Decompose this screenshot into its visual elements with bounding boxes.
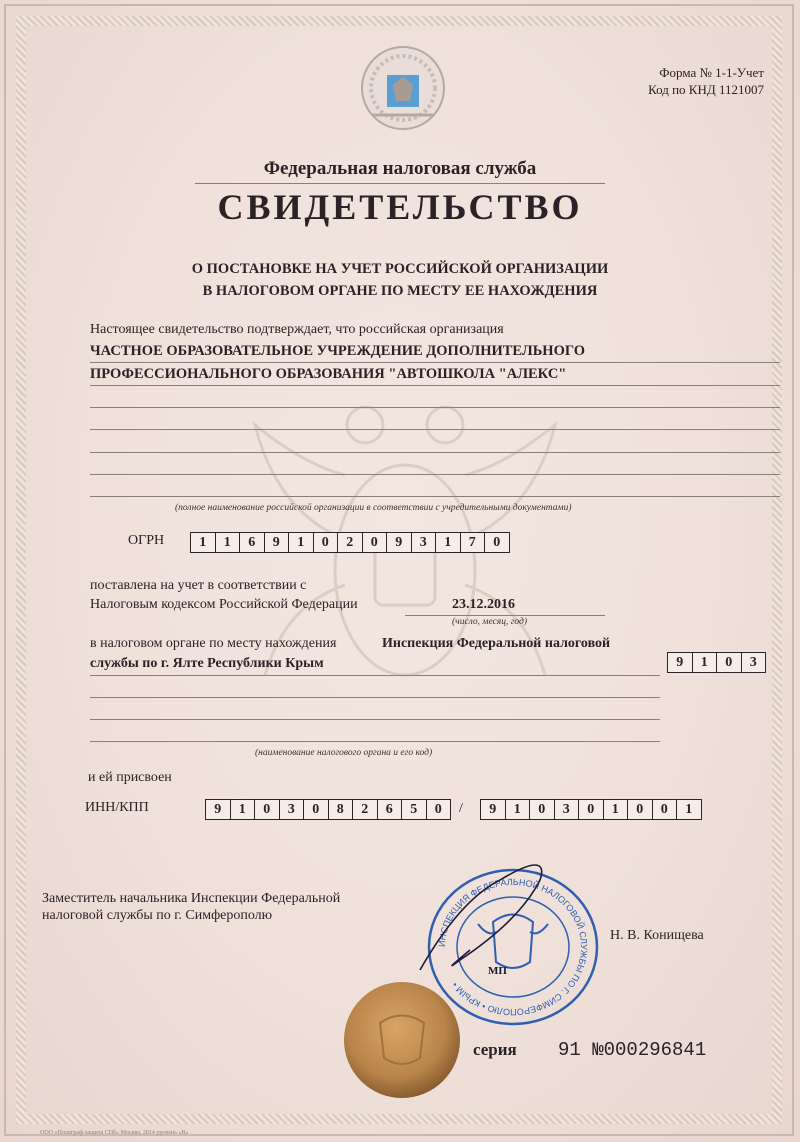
authority-code-boxes	[667, 652, 766, 673]
fns-emblem-icon	[360, 45, 446, 131]
digit-box: 0	[434, 802, 442, 817]
series-number: 91 №000296841	[558, 1039, 707, 1061]
authority-name-line-1: Инспекция Федеральной налоговой	[382, 636, 611, 651]
digit-box: 9	[481, 800, 506, 819]
date-caption: (число, месяц, год)	[452, 617, 528, 627]
document-title: СВИДЕТЕЛЬСТВО	[217, 187, 583, 227]
digit-box: 8	[329, 800, 354, 819]
series-label: серия	[473, 1040, 517, 1059]
signatory-name: Н. В. Конищева	[610, 928, 704, 943]
digit-box: 1	[216, 533, 241, 552]
subtitle-line-1: О ПОСТАНОВКЕ НА УЧЕТ РОССИЙСКОЙ ОРГАНИЗАЦИИ	[191, 261, 609, 277]
digit-box: 9	[387, 533, 412, 552]
stamp-mark: МП	[488, 965, 507, 977]
header-rule	[195, 183, 605, 184]
organization-name-line-1: ЧАСТНОЕ ОБРАЗОВАТЕЛЬНОЕ УЧРЕЖДЕНИЕ ДОПОЛНИТЕЛЬНОГО	[90, 343, 585, 359]
inn-kpp-label: ИНН/КПП	[85, 800, 149, 815]
registered-text-line-1: поставлена на учет в соответствии с	[90, 578, 307, 593]
fill-line	[90, 719, 660, 720]
position-line-2: налоговой службы по г. Симферополю	[42, 908, 273, 923]
digit-box: 9	[668, 653, 693, 672]
digit-box: 2	[338, 533, 363, 552]
digit-box: 0	[530, 800, 555, 819]
position-line-1: Заместитель начальника Инспекции Федеральной	[42, 891, 341, 906]
fill-line	[90, 474, 780, 475]
digit-box: 1	[191, 533, 216, 552]
authority-name-line-2: службы по г. Ялте Республики Крым	[90, 656, 324, 671]
digit-box: 0	[363, 533, 388, 552]
digit-box: 5	[402, 800, 427, 819]
ogrn-label: ОГРН	[128, 533, 165, 548]
knd-code: Код по КНД 1121007	[648, 82, 764, 97]
subtitle-line-2: В НАЛОГОВОМ ОРГАНЕ ПО МЕСТУ ЕЕ НАХОЖДЕНИЯ	[202, 283, 598, 299]
digit-box: 0	[314, 533, 339, 552]
digit-box: 2	[353, 800, 378, 819]
inn-digit-boxes	[205, 799, 451, 820]
document-subtitle	[100, 258, 700, 302]
digit-box: 0	[628, 800, 653, 819]
digit-box: 9	[206, 800, 231, 819]
digit-box: 1	[436, 533, 461, 552]
handwritten-signature-icon	[400, 840, 570, 990]
authority-prefix: в налоговом органе по месту нахождения	[90, 636, 337, 651]
organization-name-line-2: ПРОФЕССИОНАЛЬНОГО ОБРАЗОВАНИЯ "АВТОШКОЛА "АЛЕКС"	[90, 366, 567, 382]
assigned-text: и ей присвоен	[88, 770, 172, 785]
digit-box: 1	[506, 800, 531, 819]
date-line	[405, 615, 605, 616]
authority-caption: (наименование налогового органа и его код)	[255, 748, 433, 758]
fill-line	[90, 675, 660, 676]
form-number: Форма № 1-1-Учет	[659, 65, 764, 80]
fill-line	[90, 496, 780, 497]
kpp-digit-boxes	[480, 799, 702, 820]
digit-box: 3	[280, 800, 305, 819]
digit-box: 0	[304, 800, 329, 819]
fill-line	[90, 429, 780, 430]
ogrn-digit-boxes	[190, 532, 510, 553]
digit-box: 3	[555, 800, 580, 819]
gold-seal-icon	[340, 978, 464, 1102]
digit-box: 0	[493, 535, 501, 550]
fill-line	[90, 385, 780, 386]
digit-box: 7	[461, 533, 486, 552]
fill-line	[90, 452, 780, 453]
digit-box: 1	[693, 653, 718, 672]
digit-box: 1	[289, 533, 314, 552]
fill-line	[90, 362, 780, 363]
digit-box: 0	[255, 800, 280, 819]
inn-kpp-separator: /	[459, 801, 463, 816]
agency-name: Федеральная налоговая служба	[263, 158, 537, 179]
fill-line	[90, 407, 780, 408]
fill-line	[90, 741, 660, 742]
digit-box: 3	[749, 655, 757, 670]
registered-text-line-2: Налоговым кодексом Российской Федерации	[90, 597, 358, 612]
signatory-position	[42, 890, 340, 924]
digit-box: 3	[412, 533, 437, 552]
digit-box: 1	[685, 802, 693, 817]
fill-line	[90, 697, 660, 698]
digit-box: 6	[378, 800, 403, 819]
intro-text: Настоящее свидетельство подтверждает, что российская организация	[90, 322, 504, 337]
digit-box: 1	[604, 800, 629, 819]
digit-box: 6	[240, 533, 265, 552]
watermark-eagle-icon	[235, 385, 575, 725]
digit-box: 9	[265, 533, 290, 552]
organization-caption: (полное наименование российской организации в соответствии с учредительными документами)	[175, 503, 572, 513]
form-code	[590, 64, 764, 98]
digit-box: 1	[231, 800, 256, 819]
digit-box: 0	[579, 800, 604, 819]
printer-footer: ООО «Полиграф-защита СПб» Москва, 2014 уровень «В»	[40, 1130, 189, 1136]
digit-box: 0	[717, 653, 742, 672]
registration-date: 23.12.2016	[452, 597, 515, 612]
digit-box: 0	[653, 800, 678, 819]
stamp-ring-text: ИНСПЕКЦИЯ ФЕДЕРАЛЬНОЙ НАЛОГОВОЙ СЛУЖБЫ ПО Г. СИМФЕРОПОЛЮ • КРЫМ •	[436, 876, 590, 1018]
